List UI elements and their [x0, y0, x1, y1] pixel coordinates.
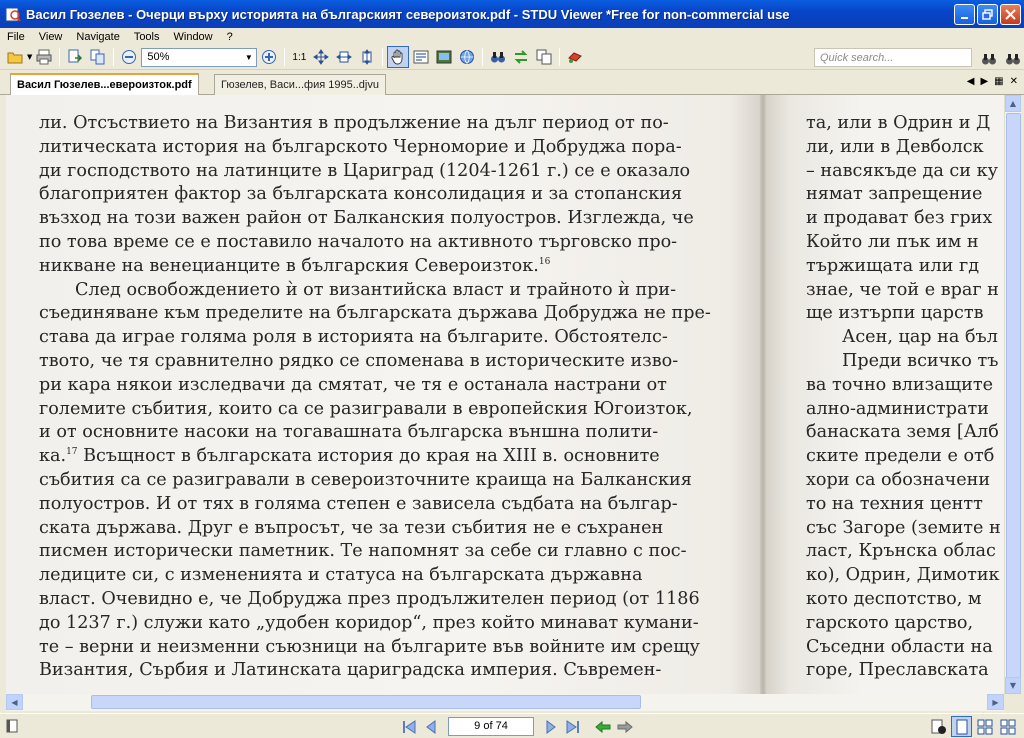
- menu-help[interactable]: ?: [226, 30, 233, 43]
- line-text: Асен, цар на бъл: [842, 327, 998, 348]
- export-button[interactable]: [64, 46, 86, 68]
- restore-icon: [982, 9, 993, 20]
- line-text: литическата история на българското Черноморие и Добруджа пора-: [39, 136, 682, 157]
- right-page-line: [806, 659, 1004, 683]
- vertical-scrollbar[interactable]: [1004, 95, 1021, 694]
- fit-width-icon: [336, 49, 352, 65]
- facing-pages-icon: [977, 719, 993, 735]
- left-page-line: [39, 493, 729, 517]
- page-number-input[interactable]: 9 of 74: [448, 717, 534, 736]
- left-page-line: [39, 160, 729, 184]
- line-text: кото деспотство, м: [806, 588, 982, 609]
- left-page-line: [39, 207, 729, 231]
- right-page-line: [806, 255, 1004, 279]
- left-page-line: [39, 326, 729, 350]
- line-text: ли, или в Девболск: [806, 136, 984, 157]
- right-page-text: [806, 112, 1004, 683]
- right-page-line: [806, 350, 1004, 374]
- line-text: – навсякъде да си ку: [806, 160, 998, 181]
- line-text: големите събития, които са се разигравали в европейския Югоизток,: [39, 398, 693, 419]
- right-page-line: [806, 302, 1004, 326]
- line-text: ли. Отсъствието на Византия в продължение на дълг период от по-: [39, 113, 669, 133]
- tab-document-2[interactable]: Гюзелев, Васи...фия 1995..djvu: [214, 74, 386, 95]
- left-page-line: [39, 469, 729, 493]
- title-bar: [0, 0, 1024, 28]
- line-text: горе, Преславската: [806, 660, 989, 681]
- quick-search-input[interactable]: Quick search...: [814, 48, 972, 67]
- tab-list-icon[interactable]: ▦: [994, 76, 1004, 87]
- right-page-line: [806, 612, 1004, 636]
- footnote-marker[interactable]: 17: [66, 447, 78, 458]
- history-forward-button[interactable]: [616, 718, 634, 736]
- actual-size-button[interactable]: 1:1: [292, 51, 307, 63]
- left-page-line: [39, 279, 729, 303]
- next-page-icon: [543, 719, 559, 735]
- left-page-line: [39, 517, 729, 541]
- line-text: твото, че тя сравнително рядко се споменава в историческите изво-: [39, 350, 679, 371]
- document-view[interactable]: [6, 95, 1004, 694]
- restore-button[interactable]: [977, 4, 998, 25]
- swap-arrows-icon: [513, 49, 529, 65]
- grid-pages-icon: [1000, 719, 1016, 735]
- single-page-view-button[interactable]: [951, 716, 972, 737]
- right-page-line: [806, 493, 1004, 517]
- tab-document-1[interactable]: Васил Гюзелев...евероизток.pdf: [10, 73, 199, 95]
- line-text: знае, че той е враг н: [806, 279, 999, 300]
- left-page-line: [39, 588, 729, 612]
- status-bar: [0, 713, 1024, 738]
- left-page-line: [39, 255, 729, 279]
- line-text: писмен исторически паметник. Те напомнят за себе си главно с пос-: [39, 541, 687, 562]
- previous-page-button[interactable]: [422, 718, 440, 736]
- line-text: ално-администрати: [806, 398, 989, 419]
- fit-width-button[interactable]: [333, 46, 355, 68]
- bookmark-button[interactable]: [564, 46, 586, 68]
- right-page-line: [806, 469, 1004, 493]
- binoculars-prev-icon: [981, 51, 997, 67]
- right-page-line: [806, 326, 1004, 350]
- zoom-in-icon: [261, 49, 277, 65]
- line-text: хори са обозначени: [806, 469, 991, 490]
- menu-bar: [0, 28, 1024, 45]
- left-page-line: [39, 136, 729, 160]
- fit-height-button[interactable]: [356, 46, 378, 68]
- search-previous-button[interactable]: [978, 48, 1000, 70]
- right-page-line: [806, 421, 1004, 445]
- left-page-line: [39, 564, 729, 588]
- line-text: гарското царство,: [806, 612, 974, 633]
- line-text: съединяване към пределите на българската държава Добруджа не пре-: [39, 303, 711, 324]
- folder-icon: [7, 50, 23, 64]
- fit-page-button[interactable]: [310, 46, 332, 68]
- left-page-line: [39, 231, 729, 255]
- window-title: Васил Гюзелев - Очерци върху историята на българският североизток.pdf - STDU Viewer *Free for non-commercial use: [26, 6, 790, 22]
- line-text: та, или в Одрин и Д: [806, 113, 991, 133]
- previous-page-icon: [423, 719, 439, 735]
- line-text: става да играе голяма роля в историята на българите. Обстоятелс-: [39, 327, 668, 348]
- line-text: Всъщност в българската история до края на XIII в. основните: [77, 446, 660, 467]
- history-back-button[interactable]: [594, 718, 612, 736]
- left-page-line: [39, 421, 729, 445]
- snapshot-button[interactable]: [433, 46, 455, 68]
- right-page-line: [806, 279, 1004, 303]
- last-page-icon: [565, 719, 581, 735]
- line-text: Преди всичко тъ: [842, 350, 999, 371]
- line-text: банаската земя [Алб: [806, 422, 999, 443]
- minimize-button[interactable]: [954, 4, 975, 25]
- forward-arrow-icon: [617, 719, 633, 735]
- page-right: [766, 95, 1004, 694]
- line-text: благоприятен фактор за българската консолидация и за стопанския: [39, 184, 683, 205]
- scroll-down-button[interactable]: ▼: [1005, 677, 1021, 694]
- left-page-line: [39, 398, 729, 422]
- continuous-view-button[interactable]: [997, 716, 1018, 737]
- line-text: ко), Одрин, Димотик: [806, 565, 1000, 586]
- copy-button[interactable]: [533, 46, 555, 68]
- left-page-line: [39, 183, 729, 207]
- search-next-button[interactable]: [1002, 48, 1024, 70]
- line-text: ласт, Крънска облас: [806, 541, 996, 562]
- chevron-down-icon: ▼: [244, 52, 253, 62]
- close-button[interactable]: [1000, 4, 1021, 25]
- line-text: ва точно влизащите: [806, 374, 993, 395]
- text-select-icon: [413, 49, 429, 65]
- zoom-out-button[interactable]: [118, 46, 140, 68]
- right-page-line: [806, 588, 1004, 612]
- line-text: то на техния центт: [806, 493, 983, 514]
- right-page-line: [806, 398, 1004, 422]
- menu-view[interactable]: View: [38, 30, 63, 43]
- line-text: ските предели е отб: [806, 446, 995, 467]
- first-page-button[interactable]: [400, 718, 418, 736]
- right-page-line: [806, 564, 1004, 588]
- snapshot-icon: [436, 49, 452, 65]
- zoom-out-icon: [121, 49, 137, 65]
- line-text: Византия, Сърбия и Латинската цариградска империя. Съвремен-: [39, 660, 662, 681]
- right-page-line: [806, 636, 1004, 660]
- line-text: ри кара някои изследвачи да смятат, че тя е останала настрани от: [39, 374, 667, 395]
- menu-navigate[interactable]: Navigate: [76, 30, 120, 43]
- horizontal-scrollbar[interactable]: [6, 694, 1004, 711]
- line-text: нямат запрещение: [806, 184, 983, 205]
- web-button[interactable]: [456, 46, 478, 68]
- right-page-line: [806, 517, 1004, 541]
- hand-tool-button[interactable]: [387, 46, 409, 68]
- close-icon: [1005, 9, 1016, 20]
- left-page-line: [39, 445, 729, 469]
- printer-icon: [36, 49, 52, 65]
- binoculars-next-icon: [1005, 51, 1021, 67]
- line-text: ледиците си, с измененията и статуса на българската държавна: [39, 565, 643, 586]
- menu-window[interactable]: Window: [173, 30, 213, 43]
- globe-icon: [459, 49, 475, 65]
- line-text: никване на венецианците в българския Североизток.: [39, 255, 539, 276]
- left-page-line: [39, 374, 729, 398]
- line-text: те – верни и неизменни съюзници на българите във войните им срещу: [39, 636, 700, 657]
- right-page-line: [806, 231, 1004, 255]
- bookmark-icon: [567, 49, 583, 65]
- hand-icon: [390, 49, 406, 65]
- export-page-icon: [67, 49, 83, 65]
- document-tab-bar: [0, 71, 1024, 95]
- zoom-select[interactable]: [141, 48, 257, 67]
- tab-scroll-left-icon[interactable]: ◀: [966, 76, 975, 87]
- toolbar: [0, 45, 1024, 70]
- scroll-left-button[interactable]: ◀: [6, 694, 23, 710]
- line-text: до 1237 г.) служи като „удобен коридор“, през който минават кумани-: [39, 612, 699, 633]
- menu-tools[interactable]: Tools: [133, 30, 160, 43]
- line-text: полуостров. И от тях в голяма степен е зависела съдбата на българ-: [39, 493, 678, 514]
- single-page-icon: [954, 719, 970, 735]
- right-page-line: [806, 207, 1004, 231]
- right-page-line: [806, 374, 1004, 398]
- line-text: ската държава. Друг е въпросът, че за тези събития не е съхранен: [39, 517, 664, 538]
- panel-toggle-icon[interactable]: [6, 719, 18, 736]
- line-text: Който ли пък им н: [806, 231, 979, 252]
- scroll-right-button[interactable]: ▶: [987, 694, 1004, 710]
- right-page-line: [806, 183, 1004, 207]
- right-page-line: [806, 160, 1004, 184]
- line-text: събития са се разигравали в североизточните краища на Балканския: [39, 469, 692, 490]
- right-page-line: [806, 445, 1004, 469]
- copy-icon: [536, 49, 552, 65]
- select-text-button[interactable]: [410, 46, 432, 68]
- horizontal-scroll-thumb[interactable]: [91, 695, 641, 709]
- zoom-in-button[interactable]: [258, 46, 280, 68]
- facing-pages-view-button[interactable]: [974, 716, 995, 737]
- menu-file[interactable]: File: [7, 30, 25, 43]
- left-page-line: [39, 636, 729, 660]
- scroll-up-button[interactable]: ▲: [1005, 95, 1021, 112]
- app-icon: [5, 6, 21, 22]
- page-gear-icon: [931, 719, 947, 735]
- left-page-line: [39, 659, 729, 683]
- line-text: възход на този важен район от Балканския полуостров. Изглежда, че: [39, 208, 694, 229]
- right-page-line: [806, 112, 1004, 136]
- minimize-icon: [959, 9, 970, 20]
- line-text: Съседни области на: [806, 636, 993, 657]
- back-arrow-icon: [595, 719, 611, 735]
- left-page-text: [39, 112, 729, 683]
- line-text: и от основните насоки на тогавашната българска външна полити-: [39, 422, 659, 443]
- left-page-line: [39, 302, 729, 326]
- page-settings-button[interactable]: [928, 716, 949, 737]
- fit-height-icon: [359, 49, 375, 65]
- next-page-button[interactable]: [542, 718, 560, 736]
- fit-page-icon: [313, 49, 329, 65]
- right-page-line: [806, 136, 1004, 160]
- tab-scroll-right-icon[interactable]: ▶: [980, 76, 989, 87]
- left-page-line: [39, 350, 729, 374]
- footnote-marker[interactable]: 16: [538, 256, 551, 267]
- open-button[interactable]: [4, 46, 26, 68]
- last-page-button[interactable]: [564, 718, 582, 736]
- pages-icon: [90, 49, 106, 65]
- zoom-value: 50%: [147, 51, 170, 63]
- binoculars-icon: [490, 49, 506, 65]
- compare-button[interactable]: [510, 46, 532, 68]
- line-text: ди господството на латинците в Цариград (1204-1261 г.) се е оказало: [39, 160, 691, 181]
- line-text: ка.: [39, 446, 67, 467]
- vertical-scroll-thumb[interactable]: [1006, 113, 1021, 693]
- left-page-line: [39, 612, 729, 636]
- line-text: по това време се е поставило началото на активното търговско про-: [39, 231, 678, 252]
- find-button[interactable]: [487, 46, 509, 68]
- copy-pages-button[interactable]: [87, 46, 109, 68]
- line-text: тържищата или гд: [806, 255, 980, 276]
- line-text: със Загоре (земите н: [806, 517, 1001, 538]
- left-page-line: [39, 540, 729, 564]
- page-left: [6, 95, 760, 694]
- tab-close-icon[interactable]: ✕: [1009, 76, 1018, 87]
- line-text: ще изтърпи царств: [806, 303, 984, 324]
- print-button[interactable]: [33, 46, 55, 68]
- open-dropdown-arrow-icon[interactable]: ▼: [27, 53, 33, 61]
- line-text: власт. Очевидно е, че Добруджа през продължителен период (от 1186: [39, 588, 700, 609]
- left-page-line: [39, 112, 729, 136]
- first-page-icon: [401, 719, 417, 735]
- line-text: и продават без грих: [806, 208, 993, 229]
- line-text: След освобождението ѝ от византийска власт и трайното ѝ при-: [75, 279, 677, 300]
- right-page-line: [806, 540, 1004, 564]
